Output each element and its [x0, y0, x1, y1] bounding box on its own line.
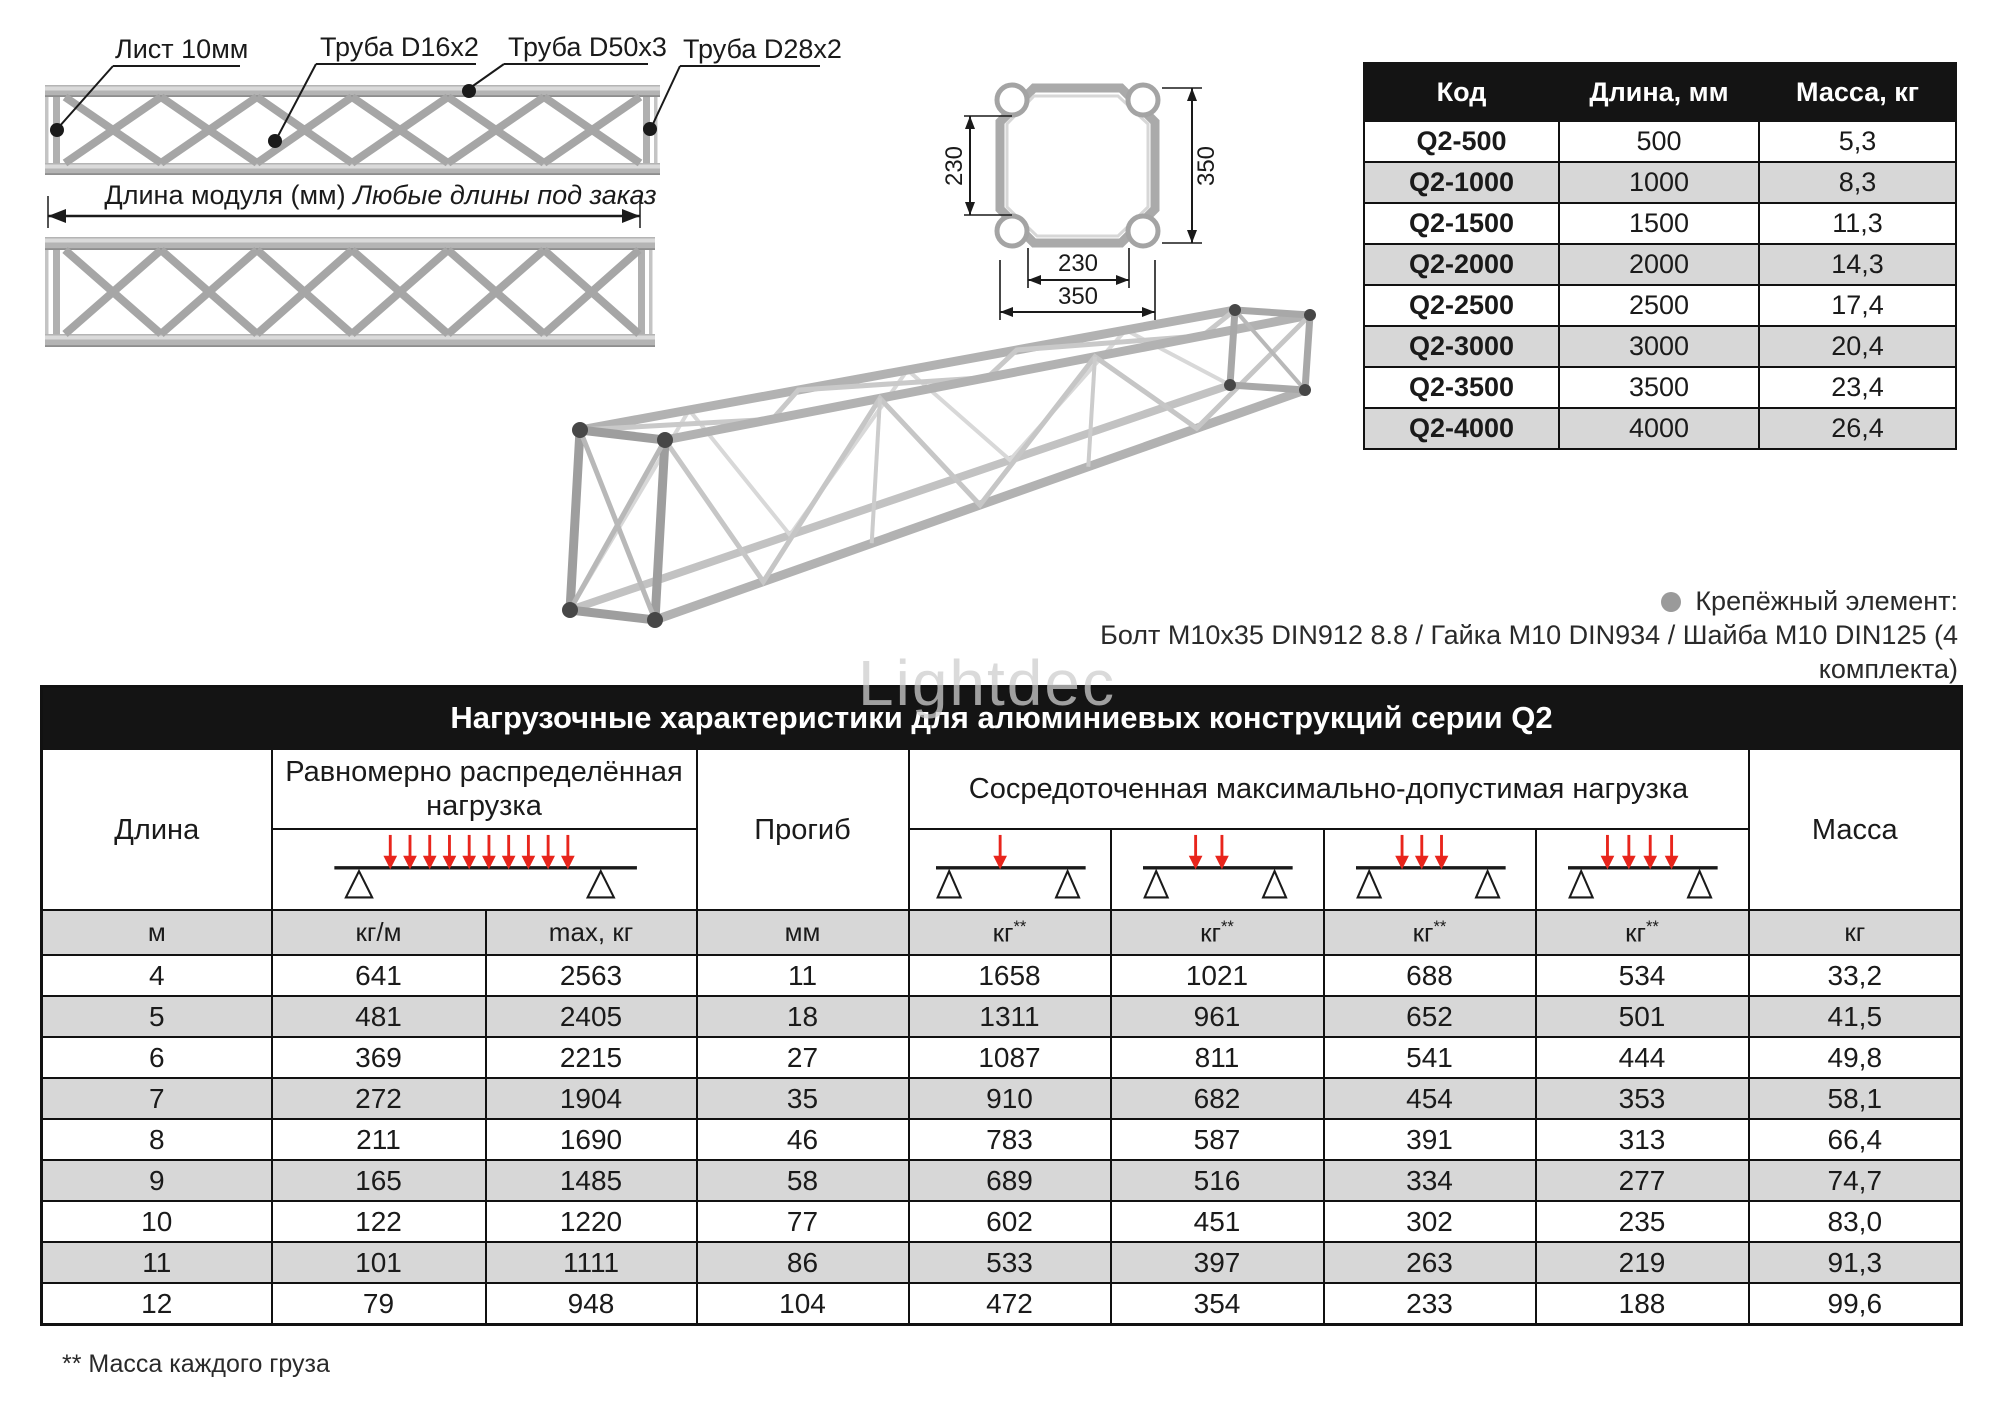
load-table-row-cell: 534	[1536, 955, 1749, 996]
size-table-row-cell: 1500	[1559, 203, 1759, 244]
load-table-row-cell: 35	[697, 1078, 909, 1119]
load-table-row-cell: 688	[1324, 955, 1536, 996]
load-table-row-cell: 79	[272, 1283, 486, 1325]
size-table-row-cell: 17,4	[1759, 285, 1956, 326]
load-table-header-row	[42, 749, 1962, 829]
load-table-row-cell: 1111	[486, 1242, 697, 1283]
size-col-mass: Масса, кг	[1759, 63, 1956, 121]
unit-deflection: мм	[697, 910, 909, 955]
load-table-row-cell: 472	[909, 1283, 1111, 1325]
load-table-row-cell: 277	[1536, 1160, 1749, 1201]
load-table-row	[42, 996, 1962, 1037]
load-table-row-cell: 354	[1111, 1283, 1324, 1325]
load-table-row-cell: 353	[1536, 1078, 1749, 1119]
load-table-row-cell: 104	[697, 1283, 909, 1325]
load-table-row-cell: 587	[1111, 1119, 1324, 1160]
point-load-3-diagram	[1336, 830, 1524, 904]
load-table-title-row	[42, 687, 1962, 750]
unit-dist-per-m: кг/м	[272, 910, 486, 955]
size-table-row	[1364, 203, 1956, 244]
load-table-row-cell: 233	[1324, 1283, 1536, 1325]
callout-tube-d50-label: Труба D50x3	[508, 32, 667, 62]
col-length-header: Длина	[42, 749, 272, 910]
load-table-row-cell: 652	[1324, 996, 1536, 1037]
size-table-row-cell: 2000	[1559, 244, 1759, 285]
load-table-row	[42, 955, 1962, 996]
load-table-row-cell: 58,1	[1749, 1078, 1962, 1119]
load-table-row-cell: 58	[697, 1160, 909, 1201]
size-table-row-cell: 1000	[1559, 162, 1759, 203]
load-table-row-cell: 444	[1536, 1037, 1749, 1078]
load-table-row-cell: 961	[1111, 996, 1324, 1037]
load-table-row-cell: 10	[42, 1201, 272, 1242]
load-table-row-cell: 272	[272, 1078, 486, 1119]
load-table-row-cell: 533	[909, 1242, 1111, 1283]
load-table-row	[42, 1119, 1962, 1160]
group-concentrated-header: Сосредоточенная максимально-допустимая нагрузка	[909, 749, 1749, 829]
load-table-row-cell: 86	[697, 1242, 909, 1283]
col-deflection-header: Прогиб	[697, 749, 909, 910]
load-table-row-cell: 1904	[486, 1078, 697, 1119]
load-table-row-cell: 263	[1324, 1242, 1536, 1283]
col-mass-header: Масса	[1749, 749, 1962, 910]
load-table-row-cell: 9	[42, 1160, 272, 1201]
load-table-row-cell: 11	[697, 955, 909, 996]
size-table-row	[1364, 408, 1956, 449]
units-row	[42, 910, 1962, 955]
size-table-row-cell: 2500	[1559, 285, 1759, 326]
callout-tube-d16-label: Труба D16x2	[320, 32, 479, 62]
load-table-row-cell: 83,0	[1749, 1201, 1962, 1242]
load-table-row-cell: 6	[42, 1037, 272, 1078]
load-table-row-cell: 334	[1324, 1160, 1536, 1201]
load-table-row-cell: 1087	[909, 1037, 1111, 1078]
watermark: Lightdec	[858, 647, 1116, 719]
load-table-row-cell: 369	[272, 1037, 486, 1078]
load-table-row-cell: 1485	[486, 1160, 697, 1201]
load-table-title: Нагрузочные характеристики для алюминиевых конструкций серии Q2	[450, 700, 1553, 735]
load-table-row-cell: 8	[42, 1119, 272, 1160]
size-table-row-cell: 8,3	[1759, 162, 1956, 203]
size-table-row	[1364, 326, 1956, 367]
truss-side-view-1	[45, 85, 660, 175]
load-table-row-cell: 602	[909, 1201, 1111, 1242]
load-table-row-cell: 12	[42, 1283, 272, 1325]
load-table-row-cell: 66,4	[1749, 1119, 1962, 1160]
load-table-row-cell: 391	[1324, 1119, 1536, 1160]
size-table-row-cell: 500	[1559, 121, 1759, 162]
size-table-row-cell: 14,3	[1759, 244, 1956, 285]
load-table-row	[42, 1201, 1962, 1242]
size-table-row-cell: 20,4	[1759, 326, 1956, 367]
cross-section-drawing	[940, 38, 1220, 328]
size-table-row-cell: Q2-1500	[1364, 203, 1559, 244]
fastener-spec: Болт M10x35 DIN912 8.8 / Гайка M10 DIN934 / Шайба M10 DIN125 (4 комплекта)	[1100, 620, 1958, 684]
load-table-row-cell: 91,3	[1749, 1242, 1962, 1283]
load-table-row	[42, 1242, 1962, 1283]
load-table-row-cell: 11	[42, 1242, 272, 1283]
unit-concentrated: кг**	[909, 910, 1111, 955]
size-table-row-cell: Q2-1000	[1364, 162, 1559, 203]
load-table-row-cell: 948	[486, 1283, 697, 1325]
size-table-row-cell: 4000	[1559, 408, 1759, 449]
size-table-row	[1364, 244, 1956, 285]
load-table-row-cell: 219	[1536, 1242, 1749, 1283]
size-col-length: Длина, мм	[1559, 63, 1759, 121]
load-table-row-cell: 1021	[1111, 955, 1324, 996]
footnote: ** Масса каждого груза	[62, 1350, 330, 1378]
size-table-row-cell: Q2-4000	[1364, 408, 1559, 449]
load-table-row-cell: 783	[909, 1119, 1111, 1160]
load-table-row-cell: 2405	[486, 996, 697, 1037]
load-table-row-cell: 4	[42, 955, 272, 996]
size-table-row-cell: Q2-3500	[1364, 367, 1559, 408]
load-table-row-cell: 165	[272, 1160, 486, 1201]
module-length-dimension	[48, 180, 657, 228]
size-table-row-cell: 5,3	[1759, 121, 1956, 162]
point-load-1-diagram	[916, 830, 1104, 904]
size-table-row-cell: 26,4	[1759, 408, 1956, 449]
size-table-row-cell: 3000	[1559, 326, 1759, 367]
load-table-row-cell: 101	[272, 1242, 486, 1283]
group-distributed-header: Равномерно распределённая нагрузка	[272, 749, 697, 829]
fastener-title-line	[1020, 584, 1958, 618]
load-table-row-cell: 1658	[909, 955, 1111, 996]
load-table-row-cell: 18	[697, 996, 909, 1037]
load-table-row-cell: 99,6	[1749, 1283, 1962, 1325]
load-table-row-cell: 211	[272, 1119, 486, 1160]
load-table-row-cell: 2563	[486, 955, 697, 996]
load-table-row-cell: 49,8	[1749, 1037, 1962, 1078]
fastener-note	[1020, 584, 1958, 686]
load-table-row-cell: 516	[1111, 1160, 1324, 1201]
dim-outer-width: 350	[1057, 283, 1099, 310]
load-table-row-cell: 1311	[909, 996, 1111, 1037]
unit-length: м	[42, 910, 272, 955]
dim-inner-height: 230	[941, 145, 968, 187]
point-load-4-diagram	[1548, 830, 1736, 904]
load-table-row-cell: 188	[1536, 1283, 1749, 1325]
custom-length-label: Любые длины под заказ	[353, 180, 657, 210]
load-table-row-cell: 1220	[486, 1201, 697, 1242]
load-table-row-cell: 2215	[486, 1037, 697, 1078]
load-table-row	[42, 1078, 1962, 1119]
dim-inner-width: 230	[1057, 250, 1099, 277]
load-table-row-cell: 811	[1111, 1037, 1324, 1078]
load-table-row-cell: 27	[697, 1037, 909, 1078]
size-table-row	[1364, 285, 1956, 326]
load-table-row-cell: 910	[909, 1078, 1111, 1119]
size-table-row-cell: Q2-3000	[1364, 326, 1559, 367]
callout-tube-d28-label: Труба D28x2	[683, 34, 842, 64]
size-table-row-cell: 11,3	[1759, 203, 1956, 244]
load-table-row-cell: 77	[697, 1201, 909, 1242]
load-table	[40, 685, 1963, 1326]
size-table-row-cell: Q2-500	[1364, 121, 1559, 162]
module-length-label: Длина модуля (мм)	[104, 180, 346, 210]
load-table-row-cell: 235	[1536, 1201, 1749, 1242]
load-table-row-cell: 74,7	[1749, 1160, 1962, 1201]
dim-outer-height: 350	[1193, 145, 1220, 187]
load-diagram-row	[42, 829, 1962, 910]
size-col-code: Код	[1364, 63, 1559, 121]
size-table-row-cell: 23,4	[1759, 367, 1956, 408]
load-table-row-cell: 541	[1324, 1037, 1536, 1078]
load-table-row-cell: 397	[1111, 1242, 1324, 1283]
size-table-row	[1364, 121, 1956, 162]
load-table-row-cell: 46	[697, 1119, 909, 1160]
load-table-row-cell: 302	[1324, 1201, 1536, 1242]
load-table-row-cell: 1690	[486, 1119, 697, 1160]
load-table-row-cell: 33,2	[1749, 955, 1962, 996]
fastener-title: Крепёжный элемент:	[1695, 586, 1958, 616]
load-table-row-cell: 641	[272, 955, 486, 996]
load-table-row-cell: 41,5	[1749, 996, 1962, 1037]
size-table-row-cell: 3500	[1559, 367, 1759, 408]
load-table-row	[42, 1037, 1962, 1078]
load-table-row-cell: 689	[909, 1160, 1111, 1201]
load-table-row-cell: 501	[1536, 996, 1749, 1037]
load-table-row-cell: 682	[1111, 1078, 1324, 1119]
size-table-header-row	[1364, 63, 1956, 121]
bullet-icon	[1661, 592, 1681, 612]
load-table-row-cell: 5	[42, 996, 272, 1037]
size-table-row	[1364, 162, 1956, 203]
size-table-row-cell: Q2-2500	[1364, 285, 1559, 326]
size-table	[1363, 62, 1957, 450]
load-table-row-cell: 481	[272, 996, 486, 1037]
unit-mass: кг	[1749, 910, 1962, 955]
size-table-row-cell: Q2-2000	[1364, 244, 1559, 285]
load-table-row	[42, 1160, 1962, 1201]
load-table-row-cell: 122	[272, 1201, 486, 1242]
unit-concentrated: кг**	[1536, 910, 1749, 955]
load-table-row-cell: 7	[42, 1078, 272, 1119]
size-table-row	[1364, 367, 1956, 408]
load-table-row	[42, 1283, 1962, 1325]
joint-spheres	[562, 304, 1316, 628]
point-load-2-diagram	[1123, 830, 1311, 904]
callout-sheet-label: Лист 10мм	[115, 34, 249, 64]
load-table-row-cell: 451	[1111, 1201, 1324, 1242]
load-table-row-cell: 454	[1324, 1078, 1536, 1119]
distributed-load-diagram	[294, 830, 674, 904]
unit-concentrated: кг**	[1324, 910, 1536, 955]
load-table-row-cell: 313	[1536, 1119, 1749, 1160]
unit-dist-max: max, кг	[486, 910, 697, 955]
unit-concentrated: кг**	[1111, 910, 1324, 955]
